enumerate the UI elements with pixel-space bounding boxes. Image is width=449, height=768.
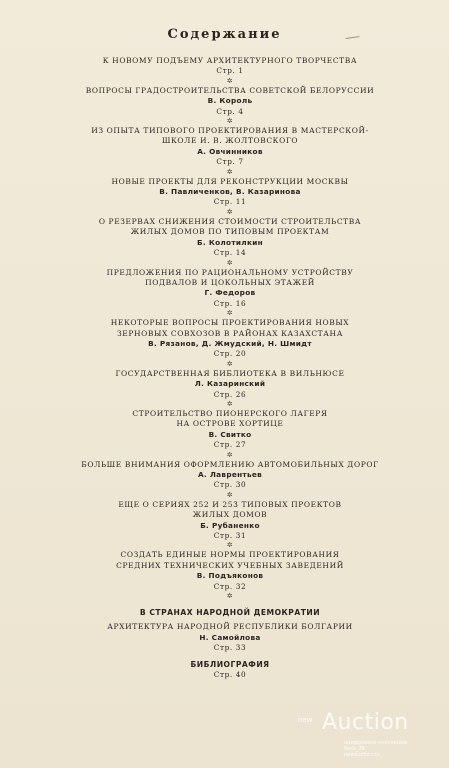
toc-entry [60,217,400,268]
entry-title: НОВЫЕ ПРОЕКТЫ ДЛЯ РЕКОНСТРУКЦИИ МОСКВЫ [111,176,349,186]
entry-page: Стр. 33 [213,643,247,653]
toc-entry [60,177,400,217]
entry-title: СОЗДАТЬ ЕДИНЫЕ НОРМЫ ПРОЕКТИРОВАНИЯ [120,550,340,560]
entry-title: ЗЕРНОВЫХ СОВХОЗОВ В РАЙОНАХ КАЗАХСТАНА [117,328,343,338]
entry-author: А. Овчинников [197,146,263,156]
toc-entry [60,500,400,551]
spacer [60,601,400,608]
entry-page: Стр. 1 [216,66,244,76]
entry-page: Стр. 16 [213,298,247,308]
star-icon: ✲ [226,592,234,601]
watermark-caption-line: Rock_78 [344,746,365,752]
section-heading: В СТРАНАХ НАРОДНОЙ ДЕМОКРАТИИ [139,608,321,618]
toc-entry [60,550,400,601]
entry-page: Стр. 11 [213,197,247,207]
toc-entry [60,126,400,177]
entry-author: В. Рязанов, Д. Жмудский, Н. Шмидт [148,338,312,348]
entry-page: Стр. 7 [216,157,244,167]
entry-title: ШКОЛЕ И. В. ЖОЛТОВСКОГО [161,136,299,146]
toc-entry [60,409,400,460]
entry-title: ПРЕДЛОЖЕНИЯ ПО РАЦИОНАЛЬНОМУ УСТРОЙСТВУ [106,267,354,277]
entry-page: Стр. 40 [213,670,247,680]
entry-page: Стр. 31 [213,531,247,541]
entry-title: ЖИЛЫХ ДОМОВ [192,510,268,520]
entry-title: ИЗ ОПЫТА ТИПОВОГО ПРОЕКТИРОВАНИЯ В МАСТЕРСКОЙ- [91,126,369,136]
entry-author: В. Король [207,96,253,106]
entry-title: НЕКОТОРЫЕ ВОПРОСЫ ПРОЕКТИРОВАНИЯ НОВЫХ [110,318,350,328]
star-icon: ✲ [226,490,234,499]
entry-author: В. Павличенков, В. Казаринова [159,187,301,197]
entry-author: Г. Федоров [204,288,256,298]
toc-entry [60,268,400,319]
entry-title: СТРОИТЕЛЬСТВО ПИОНЕРСКОГО ЛАГЕРЯ [132,408,328,418]
watermark [296,712,446,762]
entry-author: Н. Самойлова [199,632,261,642]
toc-entry [60,369,400,409]
entry-title: О РЕЗЕРВАХ СНИЖЕНИЯ СТОИМОСТИ СТРОИТЕЛЬСТВА [98,216,362,226]
star-icon: ✲ [226,359,234,368]
star-icon: ✲ [226,76,234,85]
entry-page: Стр. 32 [213,581,247,591]
entry-title: ВОПРОСЫ ГРАДОСТРОИТЕЛЬСТВА СОВЕТСКОЙ БЕЛОРУССИИ [85,85,375,95]
entry-title: ГОСУДАРСТВЕННАЯ БИБЛИОТЕКА В ВИЛЬНЮСЕ [115,368,345,378]
watermark-caption-line: newauction.ru [344,752,380,758]
page-title: Содержание [167,27,282,42]
section-block [60,608,400,680]
toc-entry [60,460,400,500]
entry-author: А. Лаврентьев [197,470,263,479]
entry-author: В. Свитко [208,429,252,439]
entry-title: БОЛЬШЕ ВНИМАНИЯ ОФОРМЛЕНИЮ АВТОМОБИЛЬНЫХ ДОРОГ [81,459,379,469]
toc-entry [60,56,400,86]
entry-page: Стр. 26 [213,389,247,399]
star-icon: ✲ [226,450,234,459]
entry-title: СРЕДНИХ ТЕХНИЧЕСКИХ УЧЕБНЫХ ЗАВЕДЕНИЙ [116,560,344,570]
watermark-brand: Auction [322,710,409,735]
entry-page: Стр. 30 [213,480,247,490]
entry-author: В. Подъяконов [196,571,264,581]
star-icon: ✲ [226,167,234,176]
entry-author: Б. Рубаненко [200,520,260,530]
entry-title: ЖИЛЫХ ДОМОВ ПО ТИПОВЫМ ПРОЕКТАМ [130,227,330,237]
entry-author: Л. Казаринский [194,379,266,389]
star-icon: ✲ [226,541,234,550]
entry-title: НА ОСТРОВЕ ХОРТИЦЕ [176,419,284,429]
watermark-prefix: new [298,716,313,724]
entry-page: Стр. 27 [213,440,247,450]
star-icon: ✲ [226,309,234,318]
toc-entry [60,86,400,126]
entry-title: ПОДВАЛОВ И ЦОКОЛЬНЫХ ЭТАЖЕЙ [145,277,315,287]
entry-title: АРХИТЕКТУРА НАРОДНОЙ РЕСПУБЛИКИ БОЛГАРИИ [107,622,353,632]
star-icon: ✲ [226,117,234,126]
entry-title: ЕЩЕ О СЕРИЯХ 252 И 253 ТИПОВЫХ ПРОЕКТОВ [118,499,342,509]
watermark-caption [344,740,408,758]
watermark-caption-line: оцифровано коллекцию [344,740,408,746]
entry-page: Стр. 20 [213,349,247,359]
entry-page: Стр. 14 [213,248,247,258]
star-icon: ✲ [226,207,234,216]
bibliography-heading: БИБЛИОГРАФИЯ [190,659,270,669]
table-of-contents [60,56,400,681]
star-icon: ✲ [226,258,234,267]
entry-author: Б. Колотилкин [197,237,263,247]
pencil-mark [346,36,361,46]
star-icon: ✲ [226,399,234,408]
entry-page: Стр. 4 [216,106,244,116]
entry-title: К НОВОМУ ПОДЪЕМУ АРХИТЕКТУРНОГО ТВОРЧЕСТВА [102,56,358,65]
toc-entry [60,318,400,369]
